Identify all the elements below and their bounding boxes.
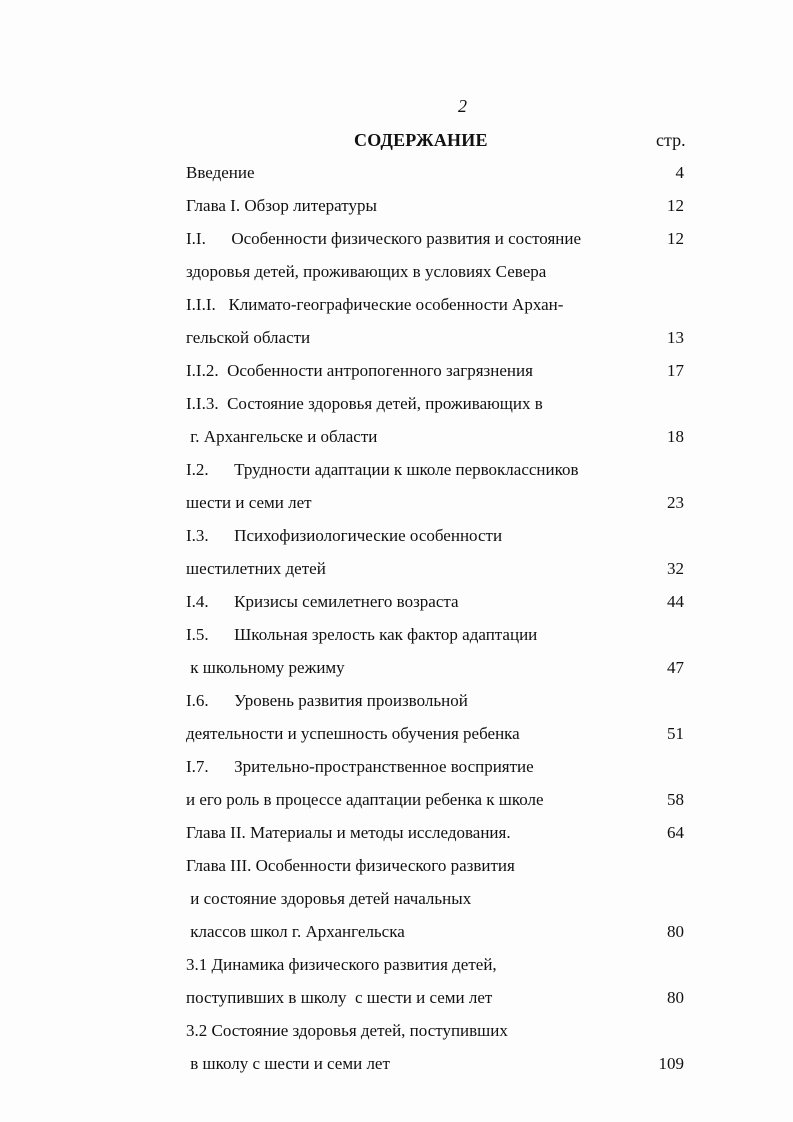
- toc-line: [186, 823, 696, 845]
- toc-line: [186, 427, 696, 449]
- toc-title: СОДЕРЖАНИЕ: [354, 130, 488, 150]
- toc-line-text: здоровья детей, проживающих в условиях Севера: [186, 262, 547, 281]
- toc-line-page: 47: [667, 658, 684, 677]
- toc-line-page: 51: [667, 724, 684, 743]
- toc-line-page: 13: [667, 328, 684, 347]
- toc-line-text: Глава II. Материалы и методы исследования.: [186, 823, 511, 842]
- toc-line: [186, 790, 696, 812]
- toc-line-page: 18: [667, 427, 684, 446]
- toc-line: [186, 295, 696, 317]
- toc-line: [186, 1054, 696, 1076]
- toc-line: [186, 394, 696, 416]
- toc-line: [186, 922, 696, 944]
- toc-line-text: шестилетних детей: [186, 559, 326, 578]
- toc-line: [186, 526, 696, 548]
- toc-line: [186, 328, 696, 350]
- toc-line: [186, 856, 696, 878]
- toc-line-text: к школьному режиму: [186, 658, 345, 677]
- toc-line: [186, 196, 696, 218]
- page-column-label: стр.: [656, 130, 686, 150]
- toc-line: [186, 592, 696, 614]
- toc-line-page: 12: [667, 229, 684, 248]
- toc-line: [186, 559, 696, 581]
- toc-line-text: Введение: [186, 163, 255, 182]
- toc-line-text: поступивших в школу с шести и семи лет: [186, 988, 493, 1007]
- toc-line-text: I.I. Особенности физического развития и состояние: [186, 229, 582, 248]
- toc-line: [186, 757, 696, 779]
- toc-line-text: классов школ г. Архангельска: [186, 922, 405, 941]
- toc-line: [186, 955, 696, 977]
- toc-line-text: деятельности и успешность обучения ребенка: [186, 724, 520, 743]
- toc-line-text: I.5. Школьная зрелость как фактор адаптации: [186, 625, 538, 644]
- toc-line: [186, 493, 696, 515]
- toc-line: [186, 658, 696, 680]
- toc-line-text: Глава I. Обзор литературы: [186, 196, 377, 215]
- toc-line-text: I.4. Кризисы семилетнего возраста: [186, 592, 459, 611]
- toc-line-text: и состояние здоровья детей начальных: [186, 889, 472, 908]
- toc-line-text: I.I.3. Состояние здоровья детей, проживающих в: [186, 394, 543, 413]
- toc-line-text: г. Архангельске и области: [186, 427, 378, 446]
- toc-line: [186, 361, 696, 383]
- toc-line: [186, 724, 696, 746]
- toc-line-text: 3.2 Состояние здоровья детей, поступивших: [186, 1021, 508, 1040]
- toc-line-text: 3.1 Динамика физического развития детей,: [186, 955, 497, 974]
- toc-line-page: 4: [675, 163, 684, 182]
- toc-line-text: I.6. Уровень развития произвольной: [186, 691, 468, 710]
- toc-line-page: 44: [667, 592, 684, 611]
- toc-line-text: I.I.I. Климато-географические особенности Архан-: [186, 295, 564, 314]
- page-number-text: 2: [458, 96, 467, 116]
- toc-line: [186, 163, 696, 185]
- toc-line: [186, 1021, 696, 1043]
- toc-line-text: и его роль в процессе адаптации ребенка к школе: [186, 790, 544, 809]
- toc-line-text: гельской области: [186, 328, 311, 347]
- toc-line-page: 80: [667, 988, 684, 1007]
- toc-line-page: 32: [667, 559, 684, 578]
- toc-line: [186, 262, 696, 284]
- toc-line-page: 80: [667, 922, 684, 941]
- toc-line-page: 17: [667, 361, 684, 380]
- toc-line-page: 109: [658, 1054, 684, 1073]
- toc-heading-row: [186, 130, 696, 152]
- toc-line-text: I.I.2. Особенности антропогенного загрязнения: [186, 361, 533, 380]
- toc-line-text: Глава III. Особенности физического развития: [186, 856, 515, 875]
- toc-line-text: шести и семи лет: [186, 493, 312, 512]
- toc-line-text: I.3. Психофизиологические особенности: [186, 526, 503, 545]
- toc-line-text: в школу с шести и семи лет: [186, 1054, 390, 1073]
- toc-line: [186, 625, 696, 647]
- toc-line: [186, 460, 696, 482]
- toc-line-text: I.2. Трудности адаптации к школе первоклассников: [186, 460, 579, 479]
- toc-line-page: 23: [667, 493, 684, 512]
- toc-line: [186, 889, 696, 911]
- toc-line: [186, 229, 696, 251]
- toc-line: [186, 988, 696, 1010]
- toc-line: [186, 691, 696, 713]
- toc-line-text: I.7. Зрительно-пространственное восприятие: [186, 757, 534, 776]
- toc-line-page: 58: [667, 790, 684, 809]
- toc-line-page: 64: [667, 823, 684, 842]
- toc-line-page: 12: [667, 196, 684, 215]
